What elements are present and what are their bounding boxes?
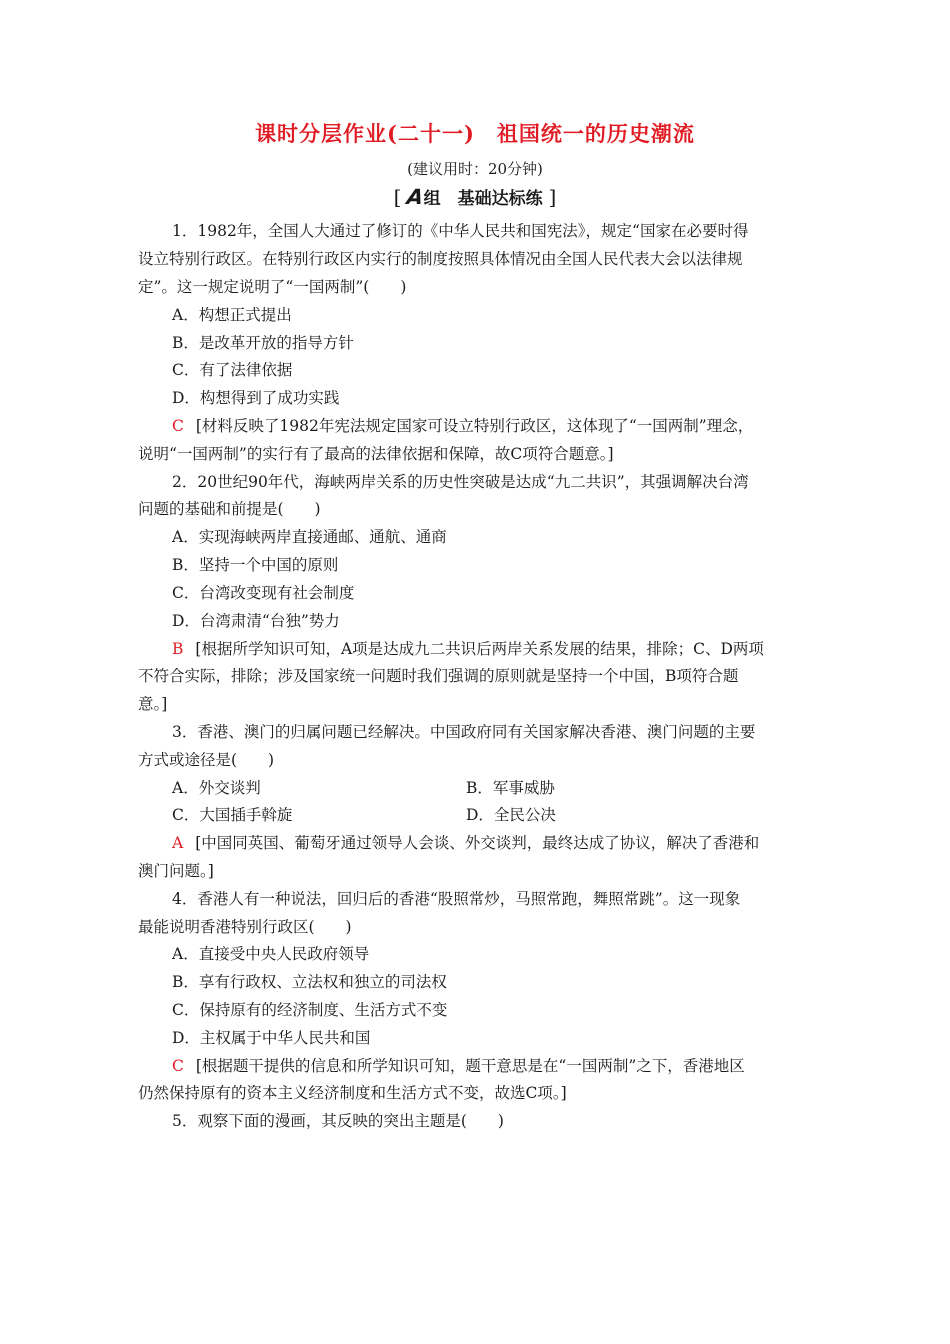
q3-answer: A	[172, 834, 184, 852]
q4-stem-line: 4．香港人有一种说法，回归后的香港“股照常炒，马照常跑，舞照常跳”。这一现象	[172, 890, 741, 908]
q3-option-a: A．外交谈判	[172, 779, 261, 797]
q4-explanation: [根据题干提供的信息和所学知识可知，题干意思是在“一国两制”之下，香港地区	[195, 1057, 745, 1075]
q1-option-a: A．构想正式提出	[172, 306, 292, 324]
q1-explanation-line: 说明“一国两制”的实行有了最高的法律依据和保障，故C项符合题意。]	[138, 445, 614, 463]
q4-stem-line: 最能说明香港特别行政区( )	[138, 918, 352, 936]
q2-stem-line: 2．20世纪90年代，海峡两岸关系的历史性突破是达成“九二共识”，其强调解决台湾	[172, 473, 749, 491]
q2-stem-line: 问题的基础和前提是( )	[138, 500, 321, 518]
q2-explanation: [根据所学知识可知，A项是达成九二共识后两岸关系发展的结果，排除；C、D两项	[195, 640, 764, 658]
q1-stem-line: 定”。这一规定说明了“一国两制”( )	[138, 278, 407, 296]
q2-answer-line	[172, 639, 764, 659]
q1-option-b: B．是改革开放的指导方针	[172, 334, 354, 352]
q1-answer-line	[172, 416, 753, 436]
page-title: 课时分层作业(二十一) 祖国统一的历史潮流	[255, 121, 695, 146]
q2-option-d: D．台湾肃清“台独”势力	[172, 612, 340, 630]
q3-option-b: B．军事威胁	[466, 779, 555, 797]
section-bracket-close: ]	[548, 185, 557, 209]
q1-stem-line: 1．1982年，全国人大通过了修订的《中华人民共和国宪法》，规定“国家在必要时得	[172, 222, 749, 240]
q1-explanation: [材料反映了1982年宪法规定国家可设立特别行政区，这体现了“一国两制”理念，	[195, 417, 754, 435]
q4-option-a: A．直接受中央人民政府领导	[172, 945, 370, 963]
q3-explanation-line: 澳门问题。]	[138, 862, 214, 880]
q4-option-b: B．享有行政权、立法权和独立的司法权	[172, 973, 447, 991]
q4-option-d: D．主权属于中华人民共和国	[172, 1029, 371, 1047]
q3-stem-line: 方式或途径是( )	[138, 751, 275, 769]
suggested-time: (建议用时：20分钟)	[407, 160, 543, 178]
q4-answer-line	[172, 1056, 745, 1076]
q4-answer: C	[172, 1057, 184, 1075]
q4-option-c: C．保持原有的经济制度、生活方式不变	[172, 1001, 448, 1019]
q3-explanation: [中国同英国、葡萄牙通过领导人会谈、外交谈判，最终达成了协议，解决了香港和	[195, 834, 760, 852]
q3-answer-line	[172, 833, 759, 853]
q1-option-c: C．有了法律依据	[172, 361, 293, 379]
q5-stem-line: 5．观察下面的漫画，其反映的突出主题是( )	[172, 1112, 504, 1130]
q1-option-d: D．构想得到了成功实践	[172, 389, 340, 407]
section-label: 组 基础达标练	[423, 189, 543, 209]
q3-option-c: C．大国插手斡旋	[172, 806, 293, 824]
q2-answer: B	[172, 640, 184, 658]
q2-explanation-line: 不符合实际，排除；涉及国家统一问题时我们强调的原则就是坚持一个中国，B项符合题	[138, 667, 739, 685]
q2-option-b: B．坚持一个中国的原则	[172, 556, 339, 574]
q1-stem-line: 设立特别行政区。在特别行政区内实行的制度按照具体情况由全国人民代表大会以法律规	[138, 250, 743, 268]
section-bracket-open: [	[393, 185, 402, 209]
q3-stem-line: 3．香港、澳门的归属问题已经解决。中国政府同有关国家解决香港、澳门问题的主要	[172, 723, 756, 741]
q2-option-c: C．台湾改变现有社会制度	[172, 584, 355, 602]
section-heading	[0, 184, 950, 209]
q4-explanation-line: 仍然保持原有的资本主义经济制度和生活方式不变，故选C项。]	[138, 1084, 567, 1102]
q3-option-d: D．全民公决	[466, 806, 556, 824]
section-letter: A	[405, 185, 426, 209]
q2-explanation-line: 意。]	[138, 695, 168, 713]
q2-option-a: A．实现海峡两岸直接通邮、通航、通商	[172, 528, 447, 546]
q1-answer: C	[172, 417, 184, 435]
